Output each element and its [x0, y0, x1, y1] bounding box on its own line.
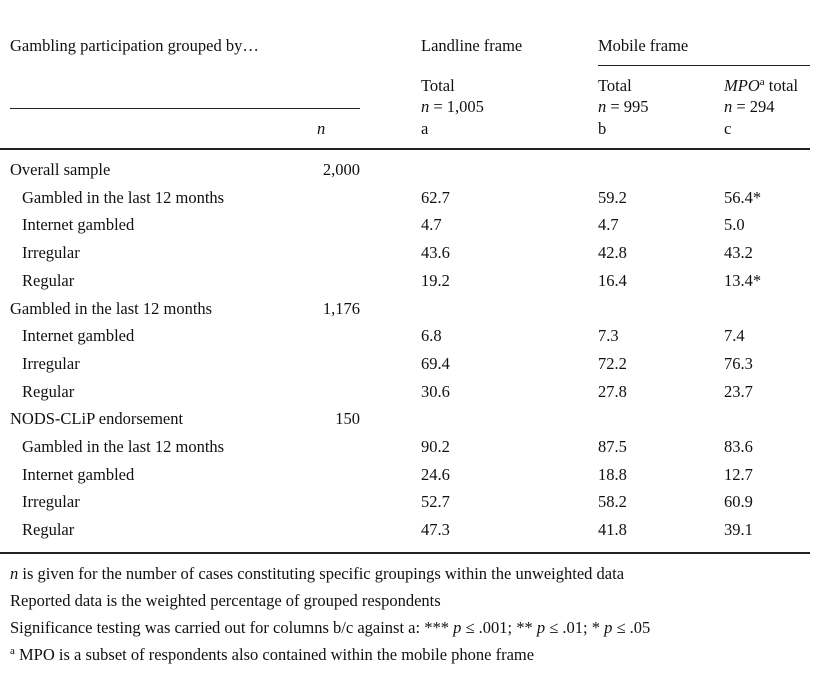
col-b-n-value: = 995	[610, 97, 649, 116]
row-landline-total: 24.6	[421, 464, 450, 484]
row-mpo-total: 43.2	[724, 243, 753, 263]
footnote-n-symbol: n	[10, 564, 19, 583]
row-label: Irregular	[22, 492, 80, 512]
row-mpo-total: 83.6	[724, 437, 753, 456]
footnote-mpo	[10, 645, 534, 665]
row-landline-total: 4.7	[421, 215, 442, 235]
row-mpo-total: 5.0	[724, 215, 745, 235]
row-label: Regular	[22, 381, 75, 401]
col-a-letter: a	[421, 119, 429, 138]
col-b-n-symbol: n	[598, 97, 607, 116]
footnote-p2: p	[536, 618, 546, 637]
col-c-n	[724, 99, 775, 116]
row-mpo-total: 39.1	[724, 520, 753, 540]
row-landline-total: 47.3	[421, 520, 450, 540]
row-label: Internet gambled	[22, 464, 135, 484]
row-n-value: 150	[335, 409, 360, 429]
col-c-title	[724, 78, 798, 95]
row-mobile-total: 72.2	[598, 353, 627, 373]
footnote-sig-mid2: ≤ .01; *	[545, 618, 605, 637]
row-mobile-total: 87.5	[598, 437, 627, 456]
row-mobile-total: 58.2	[598, 492, 627, 512]
row-n-value: 1,176	[322, 298, 360, 318]
row-landline-total: 69.4	[421, 353, 450, 373]
row-mpo-total: 60.9	[724, 492, 753, 512]
row-mpo-total: 56.4*	[724, 187, 762, 207]
footnote-sig-end: ≤ .05	[612, 618, 651, 637]
row-mobile-total: 4.7	[598, 215, 619, 235]
footnote-n	[10, 564, 624, 584]
row-n-value: 2,000	[322, 160, 360, 179]
row-landline-total: 52.7	[421, 492, 450, 512]
landline-frame-header: Landline frame	[421, 36, 523, 55]
row-mobile-total: 27.8	[598, 381, 627, 401]
col-a-n-symbol: n	[421, 97, 430, 116]
col-b-n	[598, 99, 649, 116]
row-label: Overall sample	[10, 160, 111, 179]
group-header: Gambling participation grouped by…	[10, 36, 259, 55]
col-a-n-value: = 1,005	[433, 97, 484, 116]
row-mobile-total: 16.4	[598, 270, 627, 290]
col-c-n-symbol: n	[724, 97, 733, 116]
row-label: Gambled in the last 12 months	[22, 187, 225, 207]
header-bottom-rule	[0, 148, 810, 150]
row-landline-total: 6.8	[421, 326, 442, 346]
footnote-significance	[10, 618, 650, 638]
row-mpo-total: 7.4	[724, 326, 745, 346]
row-label: Internet gambled	[22, 326, 135, 346]
col-c-letter: c	[724, 119, 732, 138]
col-a-n	[421, 99, 484, 116]
col-c-title-rest: total	[764, 76, 799, 95]
footnote-mpo-text: MPO is a subset of respondents also contained within the mobile phone frame	[14, 645, 535, 664]
col-a-title: Total	[421, 76, 455, 95]
col-b-title: Total	[598, 76, 632, 95]
mobile-frame-rule	[598, 65, 810, 66]
row-landline-total: 90.2	[421, 437, 450, 456]
row-label: Irregular	[22, 243, 80, 263]
row-label: Gambled in the last 12 months	[22, 437, 225, 456]
row-mpo-total: 12.7	[724, 464, 753, 484]
mpo-label: MPO	[724, 76, 760, 95]
row-mobile-total: 41.8	[598, 520, 627, 540]
footnote-mpo-marker: a	[10, 645, 15, 657]
footnote-n-text: is given for the number of cases constituting specific groupings within the unweighted data	[18, 564, 625, 583]
row-mpo-total: 23.7	[724, 381, 753, 401]
row-landline-total: 30.6	[421, 381, 450, 401]
footnote-p3: p	[604, 618, 613, 637]
row-landline-total: 19.2	[421, 270, 450, 290]
table-bottom-rule	[0, 552, 810, 554]
row-mobile-total: 7.3	[598, 326, 619, 346]
mobile-frame-header: Mobile frame	[598, 36, 689, 55]
row-label: Internet gambled	[22, 215, 135, 235]
footnote-p1: p	[453, 618, 462, 637]
row-label: Irregular	[22, 353, 80, 373]
row-label: Regular	[22, 520, 75, 540]
mpo-footnote-marker: a	[759, 76, 765, 88]
col-b-letter: b	[598, 119, 607, 138]
row-mpo-total: 76.3	[724, 353, 753, 373]
footnote-weighted: Reported data is the weighted percentage of grouped respondents	[10, 591, 441, 610]
n-column-header: n	[317, 119, 326, 138]
row-label: Regular	[22, 270, 75, 290]
row-mobile-total: 18.8	[598, 464, 627, 484]
footnote-sig-mid1: ≤ .001; **	[461, 618, 537, 637]
row-mobile-total: 59.2	[598, 187, 627, 207]
row-label: NODS-CLiP endorsement	[10, 409, 184, 429]
row-landline-total: 43.6	[421, 243, 450, 263]
row-mobile-total: 42.8	[598, 243, 627, 263]
group-column-rule	[10, 108, 360, 109]
row-label: Gambled in the last 12 months	[10, 298, 213, 318]
footnote-sig-start: Significance testing was carried out for columns b/c against a: ***	[10, 618, 454, 637]
row-mpo-total: 13.4*	[724, 270, 762, 290]
col-c-n-value: = 294	[736, 97, 775, 116]
row-landline-total: 62.7	[421, 187, 450, 207]
